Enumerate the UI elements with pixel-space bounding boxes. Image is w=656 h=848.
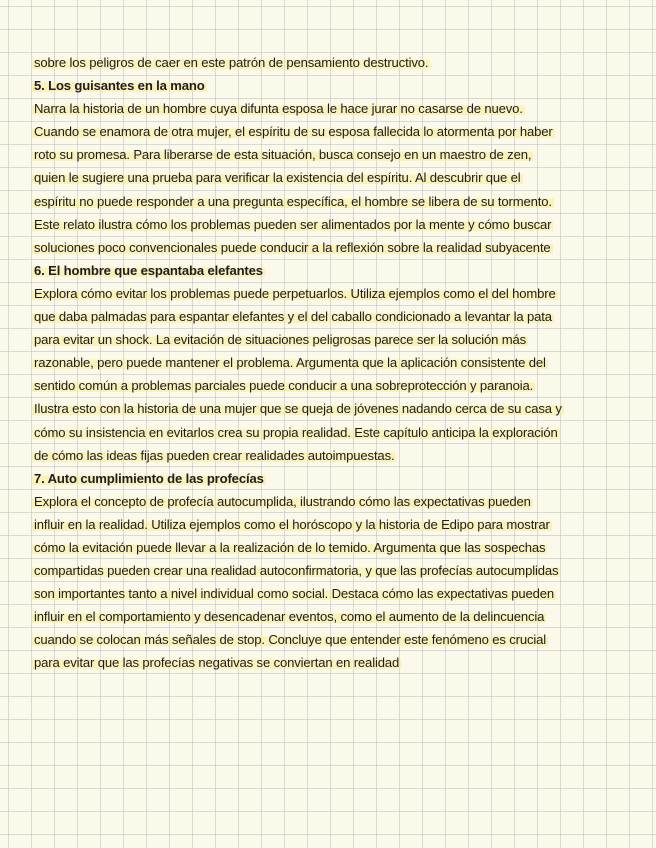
line-text: 6. El hombre que espantaba elefantes (34, 262, 263, 278)
line-text: 7. Auto cumplimiento de las profecías (34, 470, 264, 486)
body-text-line (34, 190, 634, 213)
section-heading (34, 259, 634, 282)
line-text: quien le sugiere una prueba para verificar la existencia del espíritu. Al descubrir que el (34, 170, 521, 186)
body-text-line (34, 490, 634, 513)
body-text-line (34, 282, 634, 305)
line-text: Explora cómo evitar los problemas puede perpetuarlos. Utiliza ejemplos como el del hombre (34, 285, 556, 301)
body-text-line (34, 51, 634, 74)
body-text-line (34, 582, 634, 605)
line-text: roto su promesa. Para liberarse de esta situación, busca consejo en un maestro de zen, (34, 147, 532, 163)
body-text-line (34, 305, 634, 328)
line-text: cómo su insistencia en evitarlos crea su propia realidad. Este capítulo anticipa la exploración (34, 424, 558, 440)
line-text: compartidas pueden crear una realidad autoconfirmatoria, y que las profecías autocumplidas (34, 563, 559, 579)
body-text-line (34, 328, 634, 351)
body-text-line (34, 513, 634, 536)
line-text: de cómo las ideas fijas pueden crear realidades autoimpuestas. (34, 447, 395, 463)
line-text: influir en el comportamiento y desencadenar eventos, como el aumento de la delincuencia (34, 609, 545, 625)
line-text: que daba palmadas para espantar elefantes y el del caballo condicionado a levantar la pata (34, 309, 552, 325)
line-text: Explora el concepto de profecía autocumplida, ilustrando cómo las expectativas pueden (34, 493, 531, 509)
body-text-line (34, 651, 634, 674)
section-heading (34, 74, 634, 97)
line-text: sentido común a problemas parciales puede conducir a una sobreprotección y paranoia. (34, 378, 534, 394)
body-text-line (34, 236, 634, 259)
body-text-line (34, 397, 634, 420)
body-text-line (34, 97, 634, 120)
body-text-line (34, 536, 634, 559)
line-text: Narra la historia de un hombre cuya difunta esposa le hace jurar no casarse de nuevo. (34, 101, 523, 117)
body-text-line (34, 444, 634, 467)
body-text-line (34, 143, 634, 166)
line-text: espíritu no puede responder a una pregunta específica, el hombre se libera de su tormento. (34, 193, 552, 209)
line-text: soluciones poco convencionales puede conducir a la reflexión sobre la realidad subyacente (34, 239, 551, 255)
body-text-line (34, 351, 634, 374)
body-text-line (34, 559, 634, 582)
line-text: influir en la realidad. Utiliza ejemplos como el horóscopo y la historia de Edipo para mostrar (34, 516, 550, 532)
line-text: para evitar que las profecías negativas se conviertan en realidad (34, 655, 400, 671)
section-heading (34, 467, 634, 490)
line-text: Cuando se enamora de otra mujer, el espíritu de su esposa fallecida lo atormenta por haber (34, 124, 553, 140)
line-text: sobre los peligros de caer en este patrón de pensamiento destructivo. (34, 55, 429, 70)
body-text-line (34, 421, 634, 444)
line-text: cómo la evitación puede llevar a la realización de lo temido. Argumenta que las sospechas (34, 539, 546, 555)
line-text: son importantes tanto a nivel individual como social. Destaca cómo las expectativas pueden (34, 586, 555, 602)
body-text-line (34, 605, 634, 628)
body-text-line (34, 374, 634, 397)
line-text: para evitar un shock. La evitación de situaciones peligrosas parece ser la solución más (34, 332, 527, 348)
line-text: Ilustra esto con la historia de una mujer que se queja de jóvenes nadando cerca de su casa y (34, 401, 562, 417)
body-text-line (34, 628, 634, 651)
line-text: 5. Los guisantes en la mano (34, 78, 205, 94)
document-page (34, 51, 634, 675)
body-text-line (34, 166, 634, 189)
line-text: razonable, pero puede mantener el problema. Argumenta que la aplicación consistente del (34, 355, 546, 371)
line-text: cuando se colocan más señales de stop. Concluye que entender este fenómeno es crucial (34, 632, 547, 648)
body-text-line (34, 120, 634, 143)
body-text-line (34, 213, 634, 236)
line-text: Este relato ilustra cómo los problemas pueden ser alimentados por la mente y cómo buscar (34, 216, 552, 232)
